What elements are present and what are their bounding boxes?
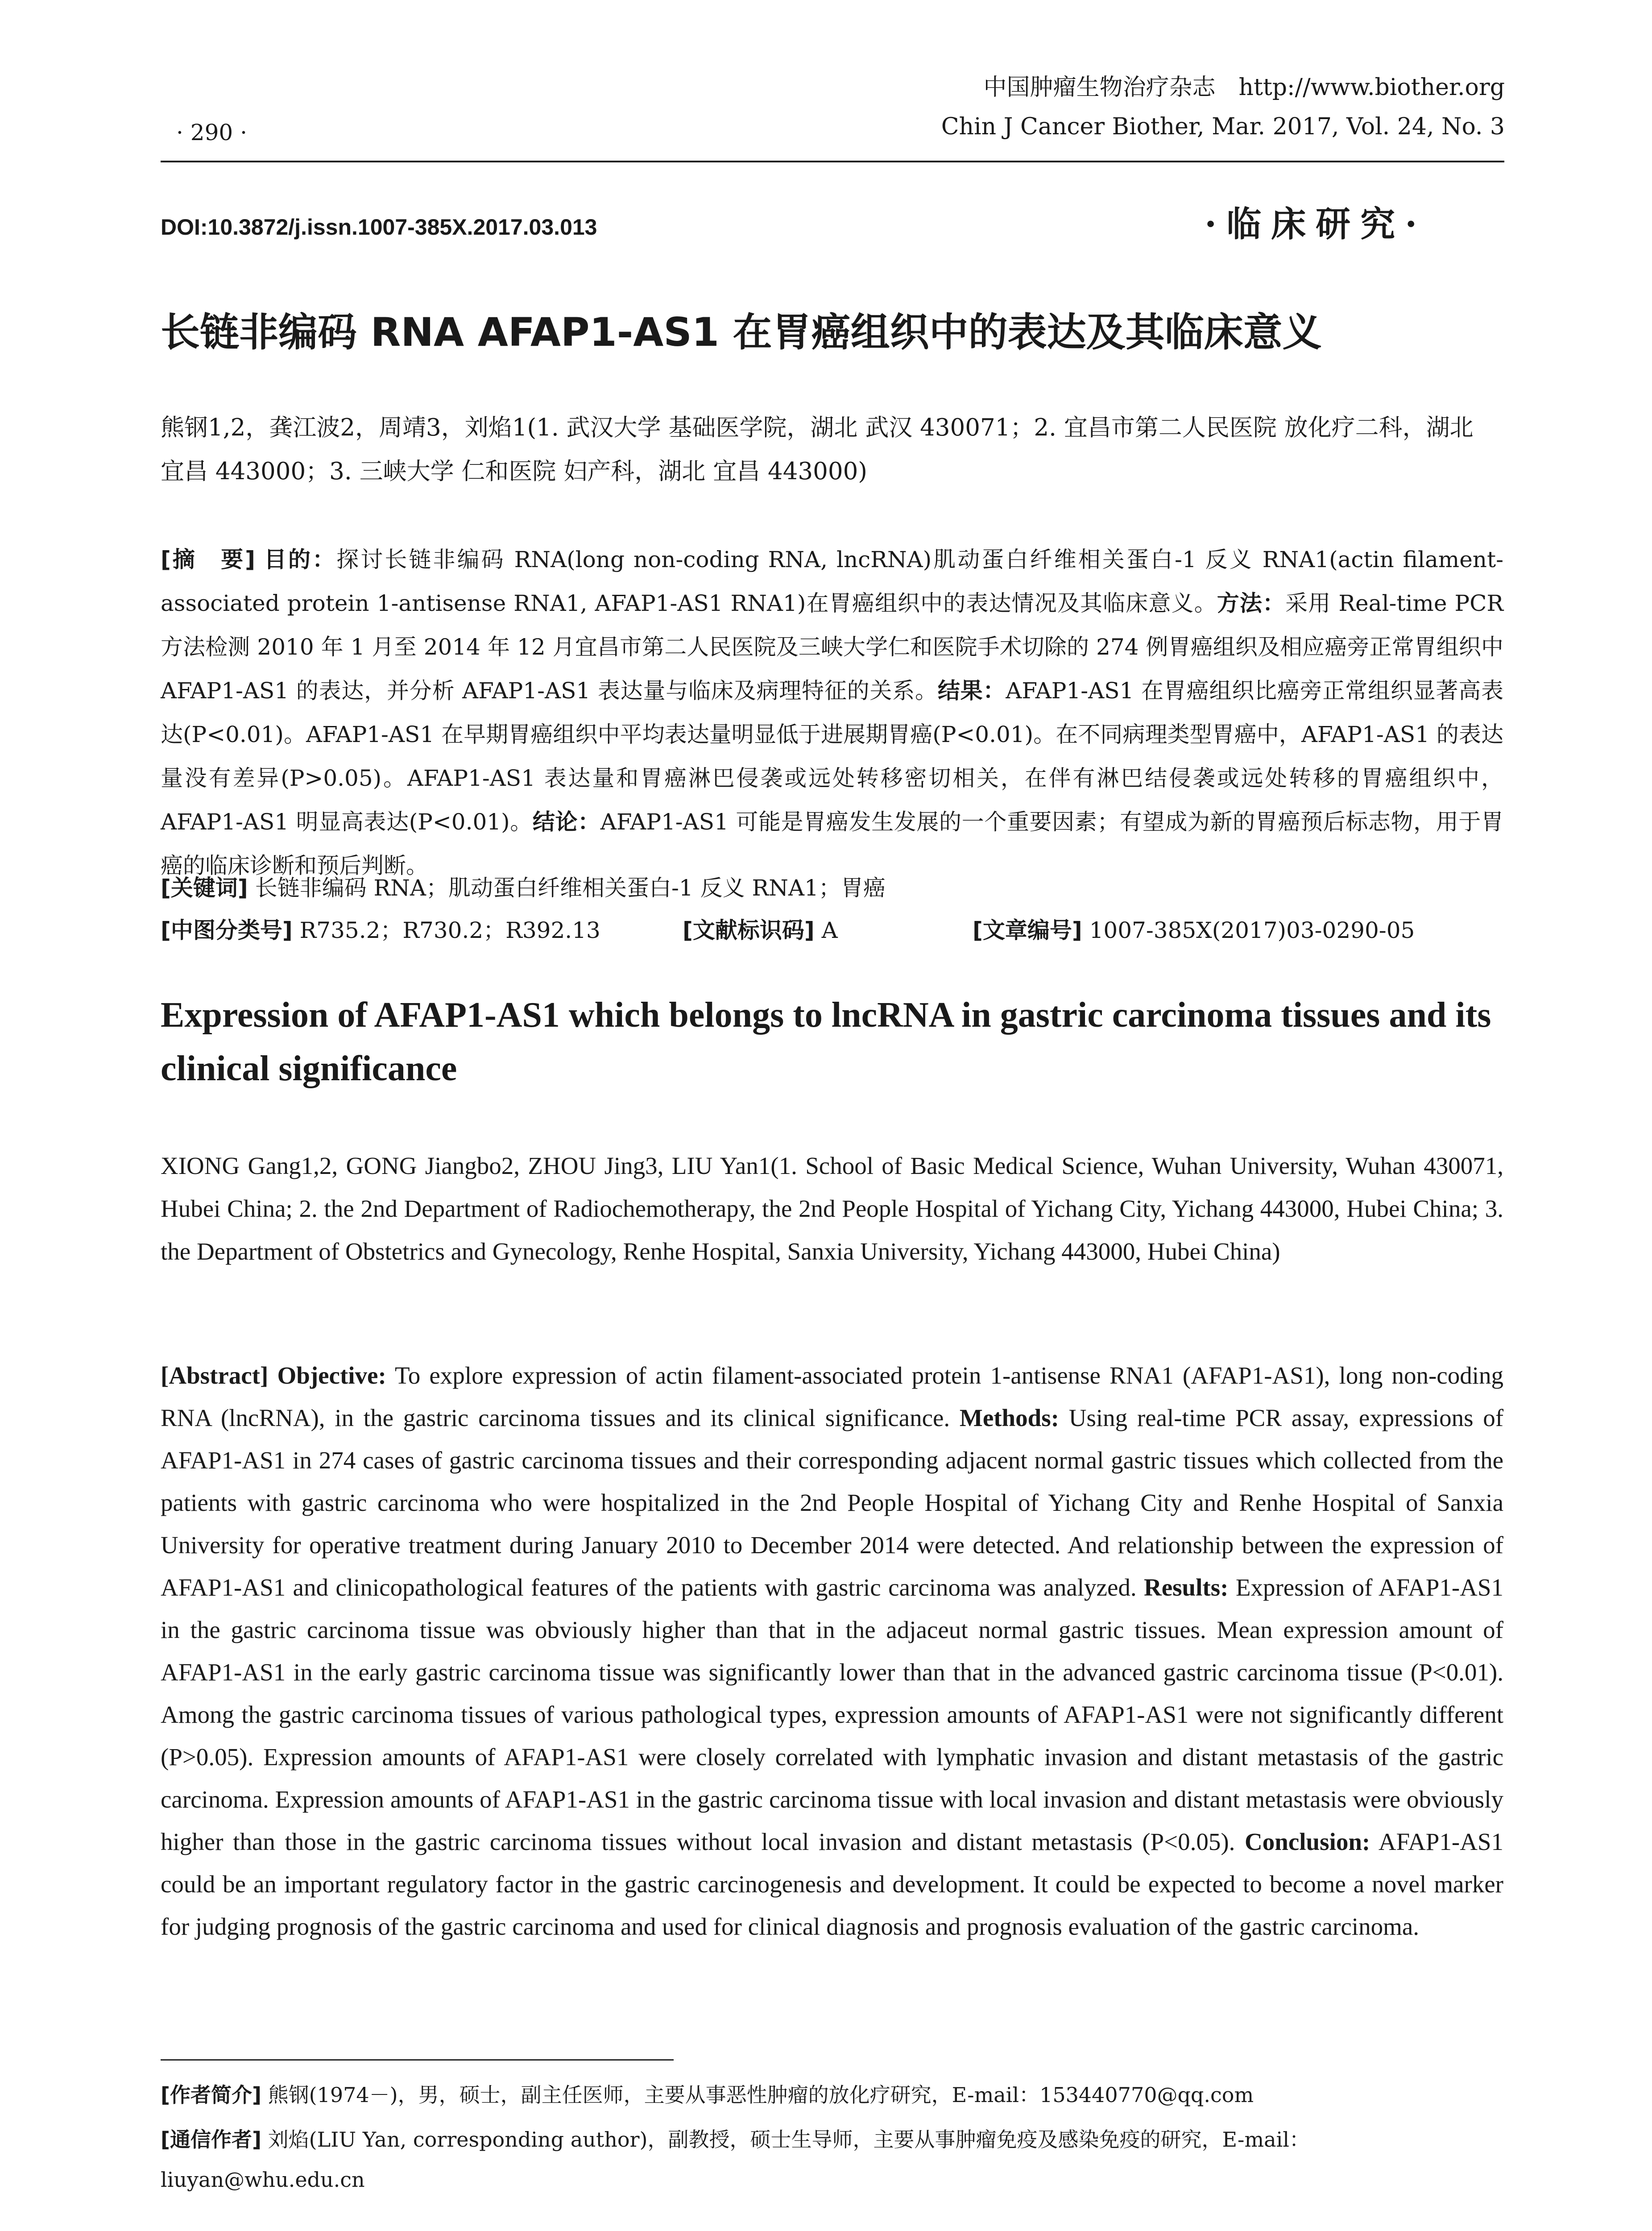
title-cn: 长链非编码 RNA AFAP1-AS1 在胃癌组织中的表达及其临床意义: [161, 309, 1322, 355]
keywords-text: 长链非编码 RNA；肌动蛋白纤维相关蛋白-1 反义 RNA1；胃癌: [255, 875, 886, 901]
column-label: ·临床研究·: [1205, 204, 1427, 245]
results-en: Expression of AFAP1-AS1 in the gastric carcinoma tissue was obviously higher than that in the adjaceut normal gastric tissues. Mean expression amount of AFAP1-AS1 in the early gastric carcinoma tissue was significantly lower than that in the advanced gastric carcinoma tissue (P<0.01). Among the gastric carcinoma tissues of various pathological types, expression amounts of AFAP1-AS1 were not significantly different (P>0.05). Expression amounts of AFAP1-AS1 were closely correlated with lymphatic invasion and distant metastasis of the gastric carcinoma. Expression amounts of AFAP1-AS1 in the gastric carcinoma tissue with local invasion and distant metastasis were obviously higher than those in the gastric carcinoma tissues without local invasion and distant metastasis (P<0.05).: [161, 1574, 1503, 1855]
keywords-cn: [161, 868, 1503, 908]
objective-cn: 探讨长链非编码 RNA(long non-coding RNA, lncRNA)肌动蛋白纤维相关蛋白-1 反义 RNA1(actin filament-associated protein 1-antisense RNA1, AFAP1-AS1 RNA1)在胃癌组织中的表达情况及其临床意义。: [161, 547, 1503, 616]
article-number-label: [文章编号]: [973, 917, 1082, 943]
footnote-corr-label: [通信作者]: [161, 2127, 262, 2152]
methods-en-label: Methods:: [959, 1404, 1059, 1431]
abstract-cn: [161, 538, 1503, 887]
footnote-corr-text: 刘焰(LIU Yan, corresponding author)，副教授，硕士生导师，主要从事肿瘤免疫及感染免疫的研究，E-mail：liuyan@whu.edu.cn: [161, 2127, 1310, 2192]
journal-name-cn: 中国肿瘤生物治疗杂志 http://www.biother.org: [983, 74, 1505, 101]
conclusion-cn: AFAP1-AS1 可能是胃癌发生发展的一个重要因素；有望成为新的胃癌预后标志物，用于胃癌的临床诊断和预后判断。: [161, 809, 1504, 879]
footnote-author-label: [作者简介]: [161, 2083, 262, 2107]
methods-en: Using real-time PCR assay, expressions of AFAP1-AS1 in 274 cases of gastric carcinoma tissues and their corresponding adjacent normal gastric tissues which collected from the patients with gastric carcinoma who were hospitalized in the 2nd People Hospital of Yichang City and Renhe Hospital of Sanxia University for operative treatment during January 2010 to December 2014 were detected. And relationship between the expression of AFAP1-AS1 and clinicopathological features of the patients with gastric carcinoma was analyzed.: [161, 1404, 1504, 1601]
article-number-value: 1007-385X(2017)03-0290-05: [1089, 917, 1415, 943]
doc-code-label: [文献标识码]: [683, 917, 815, 943]
results-cn-label: 结果：: [937, 678, 1006, 704]
objective-en: To explore expression of actin filament-associated protein 1-antisense RNA1 (AFAP1-AS1), long non-coding RNA (lncRNA), in the gastric carcinoma tissues and its clinical significance.: [161, 1362, 1503, 1431]
footnote-rule: [161, 2059, 674, 2061]
methods-cn-label: 方法：: [1217, 590, 1286, 616]
footnote-author: [161, 2075, 1503, 2115]
abstract-cn-label: [摘 要]: [161, 547, 255, 572]
results-en-label: Results:: [1144, 1574, 1229, 1601]
conclusion-en-label: Conclusion:: [1245, 1828, 1370, 1855]
methods-cn: 采用 Real-time PCR 方法检测 2010 年 1 月至 2014 年 12 月宜昌市第二人民医院及三峡大学仁和医院手术切除的 274 例胃癌组织及相应癌旁正常胃组织中 AFAP1-AS1 的表达，并分析 AFAP1-AS1 表达量与临床及病理特征的关系。: [161, 590, 1503, 704]
title-en: Expression of AFAP1-AS1 which belongs to lncRNA in gastric carcinoma tissues and its clinical significance: [161, 995, 1491, 1088]
objective-cn-label: 目的：: [264, 547, 337, 572]
classification: [161, 912, 1503, 945]
authors-cn: 熊钢1,2，龚江波2，周靖3，刘焰1(1. 武汉大学 基础医学院，湖北 武汉 430071；2. 宜昌市第二人民医院 放化疗二科，湖北 宜昌 443000；3. 三峡大学 仁和医院 妇产科，湖北 宜昌 443000): [161, 414, 1474, 485]
footnote-corresponding: [161, 2119, 1503, 2200]
authors-en: XIONG Gang1,2, GONG Jiangbo2, ZHOU Jing3, LIU Yan1(1. School of Basic Medical Science, Wuhan University, Wuhan 430071, Hubei China; 2. the 2nd Department of Radiochemotherapy, the 2nd People Hospital of Yichang City, Yichang 443000, Hubei China; 3. the Department of Obstetrics and Gynecology, Renhe Hospital, Sanxia University, Yichang 443000, Hubei China): [161, 1152, 1503, 1265]
abstract-en: [161, 1354, 1503, 1948]
conclusion-cn-label: 结论：: [532, 809, 600, 835]
abstract-en-label: [Abstract]: [161, 1362, 269, 1389]
keywords-label: [关键词]: [161, 875, 248, 901]
footnote-author-text: 熊钢(1974－)，男，硕士，副主任医师，主要从事恶性肿瘤的放化疗研究，E-mail：153440770@qq.com: [268, 2083, 1254, 2107]
clc-value: R735.2；R730.2；R392.13: [299, 917, 600, 943]
doi: DOI:10.3872/j.issn.1007-385X.2017.03.013: [161, 215, 597, 240]
objective-en-label: Objective:: [277, 1362, 386, 1389]
results-cn: AFAP1-AS1 在胃癌组织比癌旁正常组织显著高表达(P<0.01)。AFAP1-AS1 在早期胃癌组织中平均表达量明显低于进展期胃癌(P<0.01)。在不同病理类型胃癌中，AFAP1-AS1 的表达量没有差异(P>0.05)。AFAP1-AS1 表达量和胃癌淋巴侵袭或远处转移密切相关，在伴有淋巴结侵袭或远处转移的胃癌组织中，AFAP1-AS1 明显高表达(P<0.01)。: [161, 678, 1503, 835]
header-rule: [161, 161, 1504, 162]
clc-label: [中图分类号]: [161, 917, 293, 943]
conclusion-en: AFAP1-AS1 could be an important regulatory factor in the gastric carcinogenesis and development. It could be expected to become a novel marker for judging prognosis of the gastric carcinoma and used for clinical diagnosis and prognosis evaluation of the gastric carcinoma.: [161, 1828, 1504, 1940]
doc-code-value: A: [821, 917, 838, 943]
journal-issue-en: Chin J Cancer Biother, Mar. 2017, Vol. 24, No. 3: [941, 113, 1505, 140]
journal-header: [941, 68, 1505, 146]
page-number: · 290 ·: [176, 120, 248, 145]
